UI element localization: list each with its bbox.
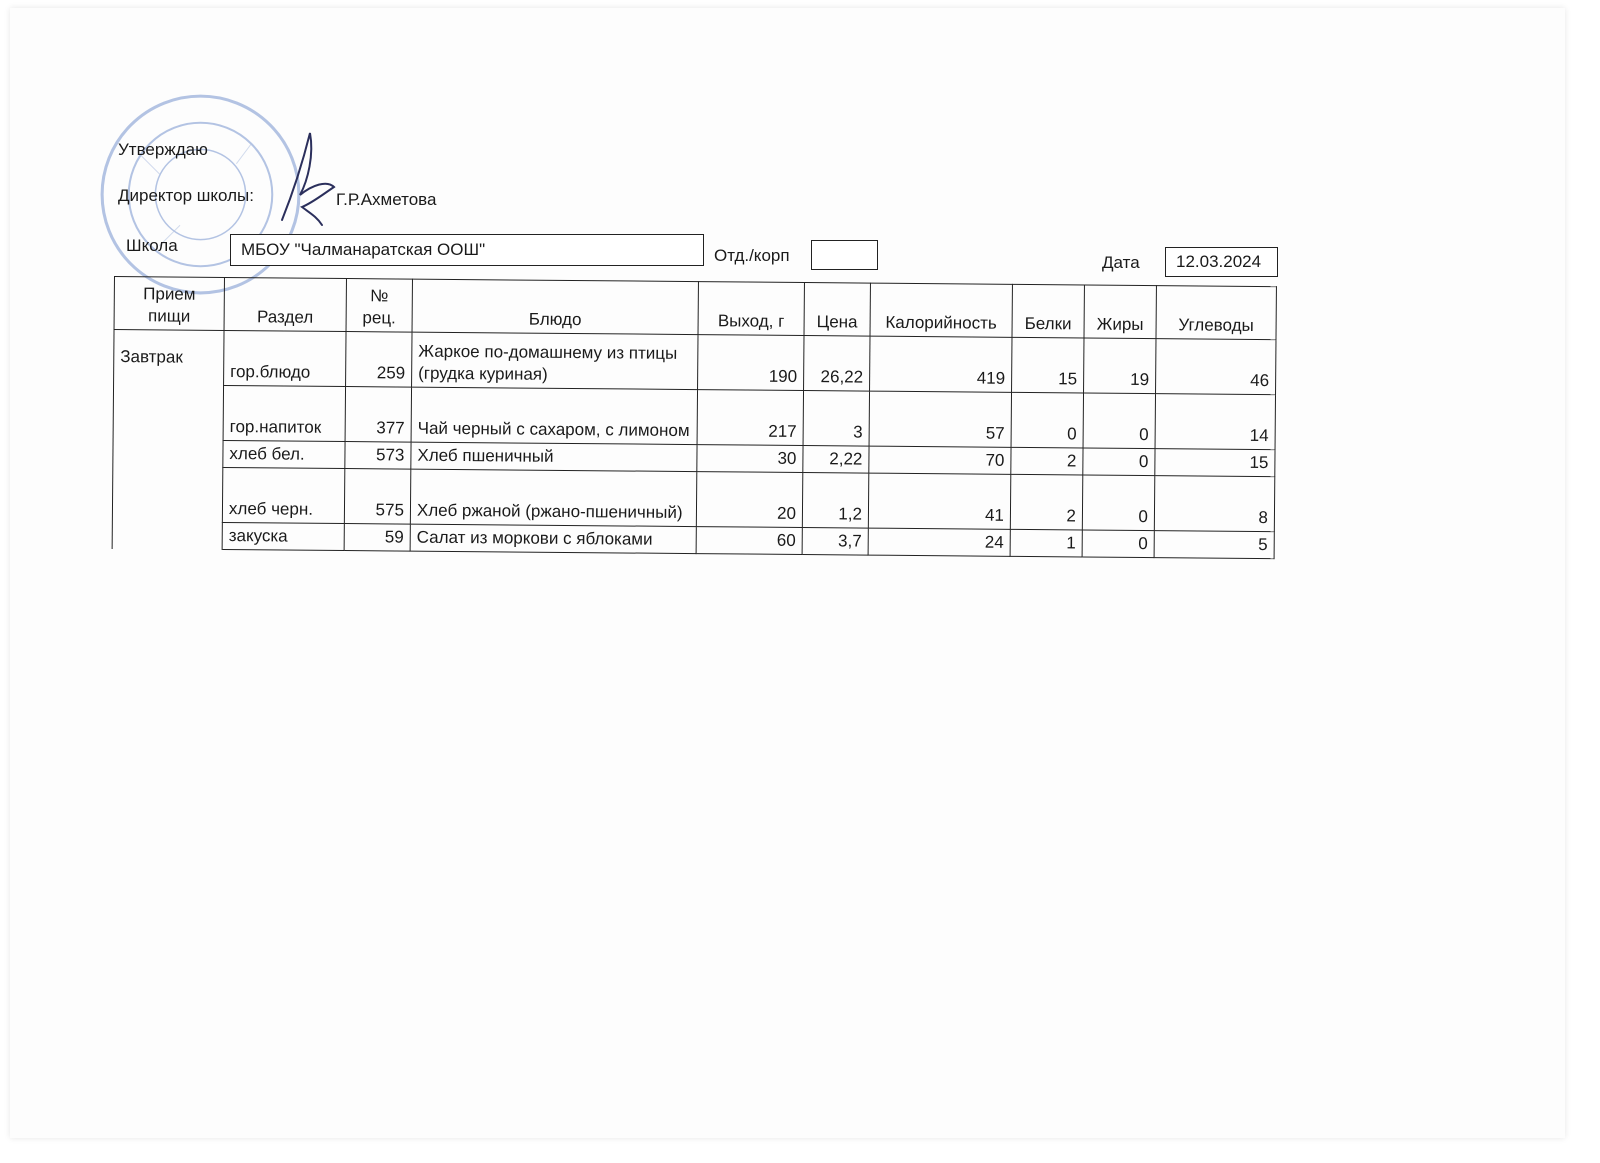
- fat-cell: 0: [1083, 393, 1155, 449]
- section-cell: гор.блюдо: [224, 330, 346, 386]
- col-header-carbs: Углеводы: [1156, 286, 1276, 340]
- yield-cell: 60: [696, 527, 802, 555]
- date-label: Дата: [1102, 253, 1140, 272]
- price-cell: 26,22: [804, 336, 870, 392]
- col-header-section: Раздел: [224, 277, 346, 331]
- col-header-recipe: № рец.: [346, 279, 412, 333]
- director-name: Г.Р.Ахметова: [336, 190, 437, 209]
- fat-cell: 0: [1082, 530, 1154, 558]
- carbs-cell: 5: [1154, 531, 1274, 559]
- dish-cell: Хлеб пшеничный: [411, 442, 697, 471]
- section-cell: гор.напиток: [223, 385, 345, 441]
- calories-cell: 24: [868, 528, 1010, 556]
- school-label: Школа: [126, 236, 178, 255]
- yield-cell: 190: [698, 335, 804, 391]
- school-field: [230, 234, 704, 266]
- date-field: [1165, 247, 1278, 277]
- protein-cell: 2: [1010, 474, 1082, 530]
- col-header-calories: Калорийность: [870, 283, 1012, 337]
- col-header-meal: Прием пищи: [114, 277, 224, 331]
- col-header-price: Цена: [804, 283, 870, 337]
- section-cell: хлеб бел.: [223, 440, 345, 468]
- carbs-cell: 15: [1155, 449, 1275, 477]
- menu-table: [112, 276, 1277, 559]
- protein-cell: 15: [1012, 337, 1084, 393]
- yield-cell: 217: [697, 390, 803, 446]
- section-cell: закуска: [222, 522, 344, 550]
- fat-cell: 0: [1082, 475, 1154, 531]
- fat-cell: 0: [1083, 448, 1155, 476]
- dish-cell: Хлеб ржаной (ржано-пшеничный): [410, 469, 696, 526]
- school-value: МБОУ "Чалманаратская ООШ": [241, 240, 486, 259]
- protein-cell: 2: [1011, 447, 1083, 475]
- recipe-cell: 573: [345, 442, 411, 470]
- dish-cell: Чай черный с сахаром, с лимоном: [411, 387, 697, 444]
- dept-field: [811, 240, 878, 270]
- dept-label: Отд./корп: [714, 246, 790, 265]
- director-label: Директор школы:: [118, 186, 254, 205]
- recipe-cell: 259: [346, 332, 412, 388]
- protein-cell: 1: [1010, 529, 1082, 557]
- carbs-cell: 46: [1156, 339, 1276, 395]
- yield-cell: 20: [696, 472, 802, 528]
- director-signature: [272, 125, 342, 230]
- dish-cell: Жаркое по-домашнему из птицы (грудка куриная): [412, 332, 698, 389]
- carbs-cell: 14: [1155, 394, 1275, 450]
- calories-cell: 419: [870, 336, 1012, 392]
- dish-cell: Салат из моркови с яблоками: [410, 524, 696, 553]
- meal-cell: Завтрак: [112, 330, 224, 550]
- table-row: [114, 330, 1276, 395]
- carbs-cell: 8: [1154, 476, 1274, 532]
- table-row: [112, 466, 1274, 531]
- price-cell: 2,22: [803, 446, 869, 474]
- recipe-cell: 59: [344, 524, 410, 552]
- col-header-fat: Жиры: [1084, 285, 1156, 339]
- price-cell: 3: [803, 391, 869, 447]
- calories-cell: 57: [869, 391, 1011, 447]
- col-header-yield: Выход, г: [698, 282, 804, 336]
- fat-cell: 19: [1084, 338, 1156, 394]
- price-cell: 3,7: [802, 528, 868, 556]
- section-cell: хлеб черн.: [222, 467, 344, 523]
- calories-cell: 70: [869, 446, 1011, 474]
- col-header-dish: Блюдо: [412, 279, 698, 334]
- protein-cell: 0: [1011, 392, 1083, 448]
- price-cell: 1,2: [802, 473, 868, 529]
- calories-cell: 41: [868, 473, 1010, 529]
- approve-label: Утверждаю: [118, 140, 208, 159]
- col-header-protein: Белки: [1012, 284, 1084, 338]
- recipe-cell: 377: [345, 387, 411, 443]
- yield-cell: 30: [697, 445, 803, 473]
- recipe-cell: 575: [344, 469, 410, 525]
- date-value: 12.03.2024: [1176, 252, 1262, 271]
- table-row: [113, 385, 1275, 450]
